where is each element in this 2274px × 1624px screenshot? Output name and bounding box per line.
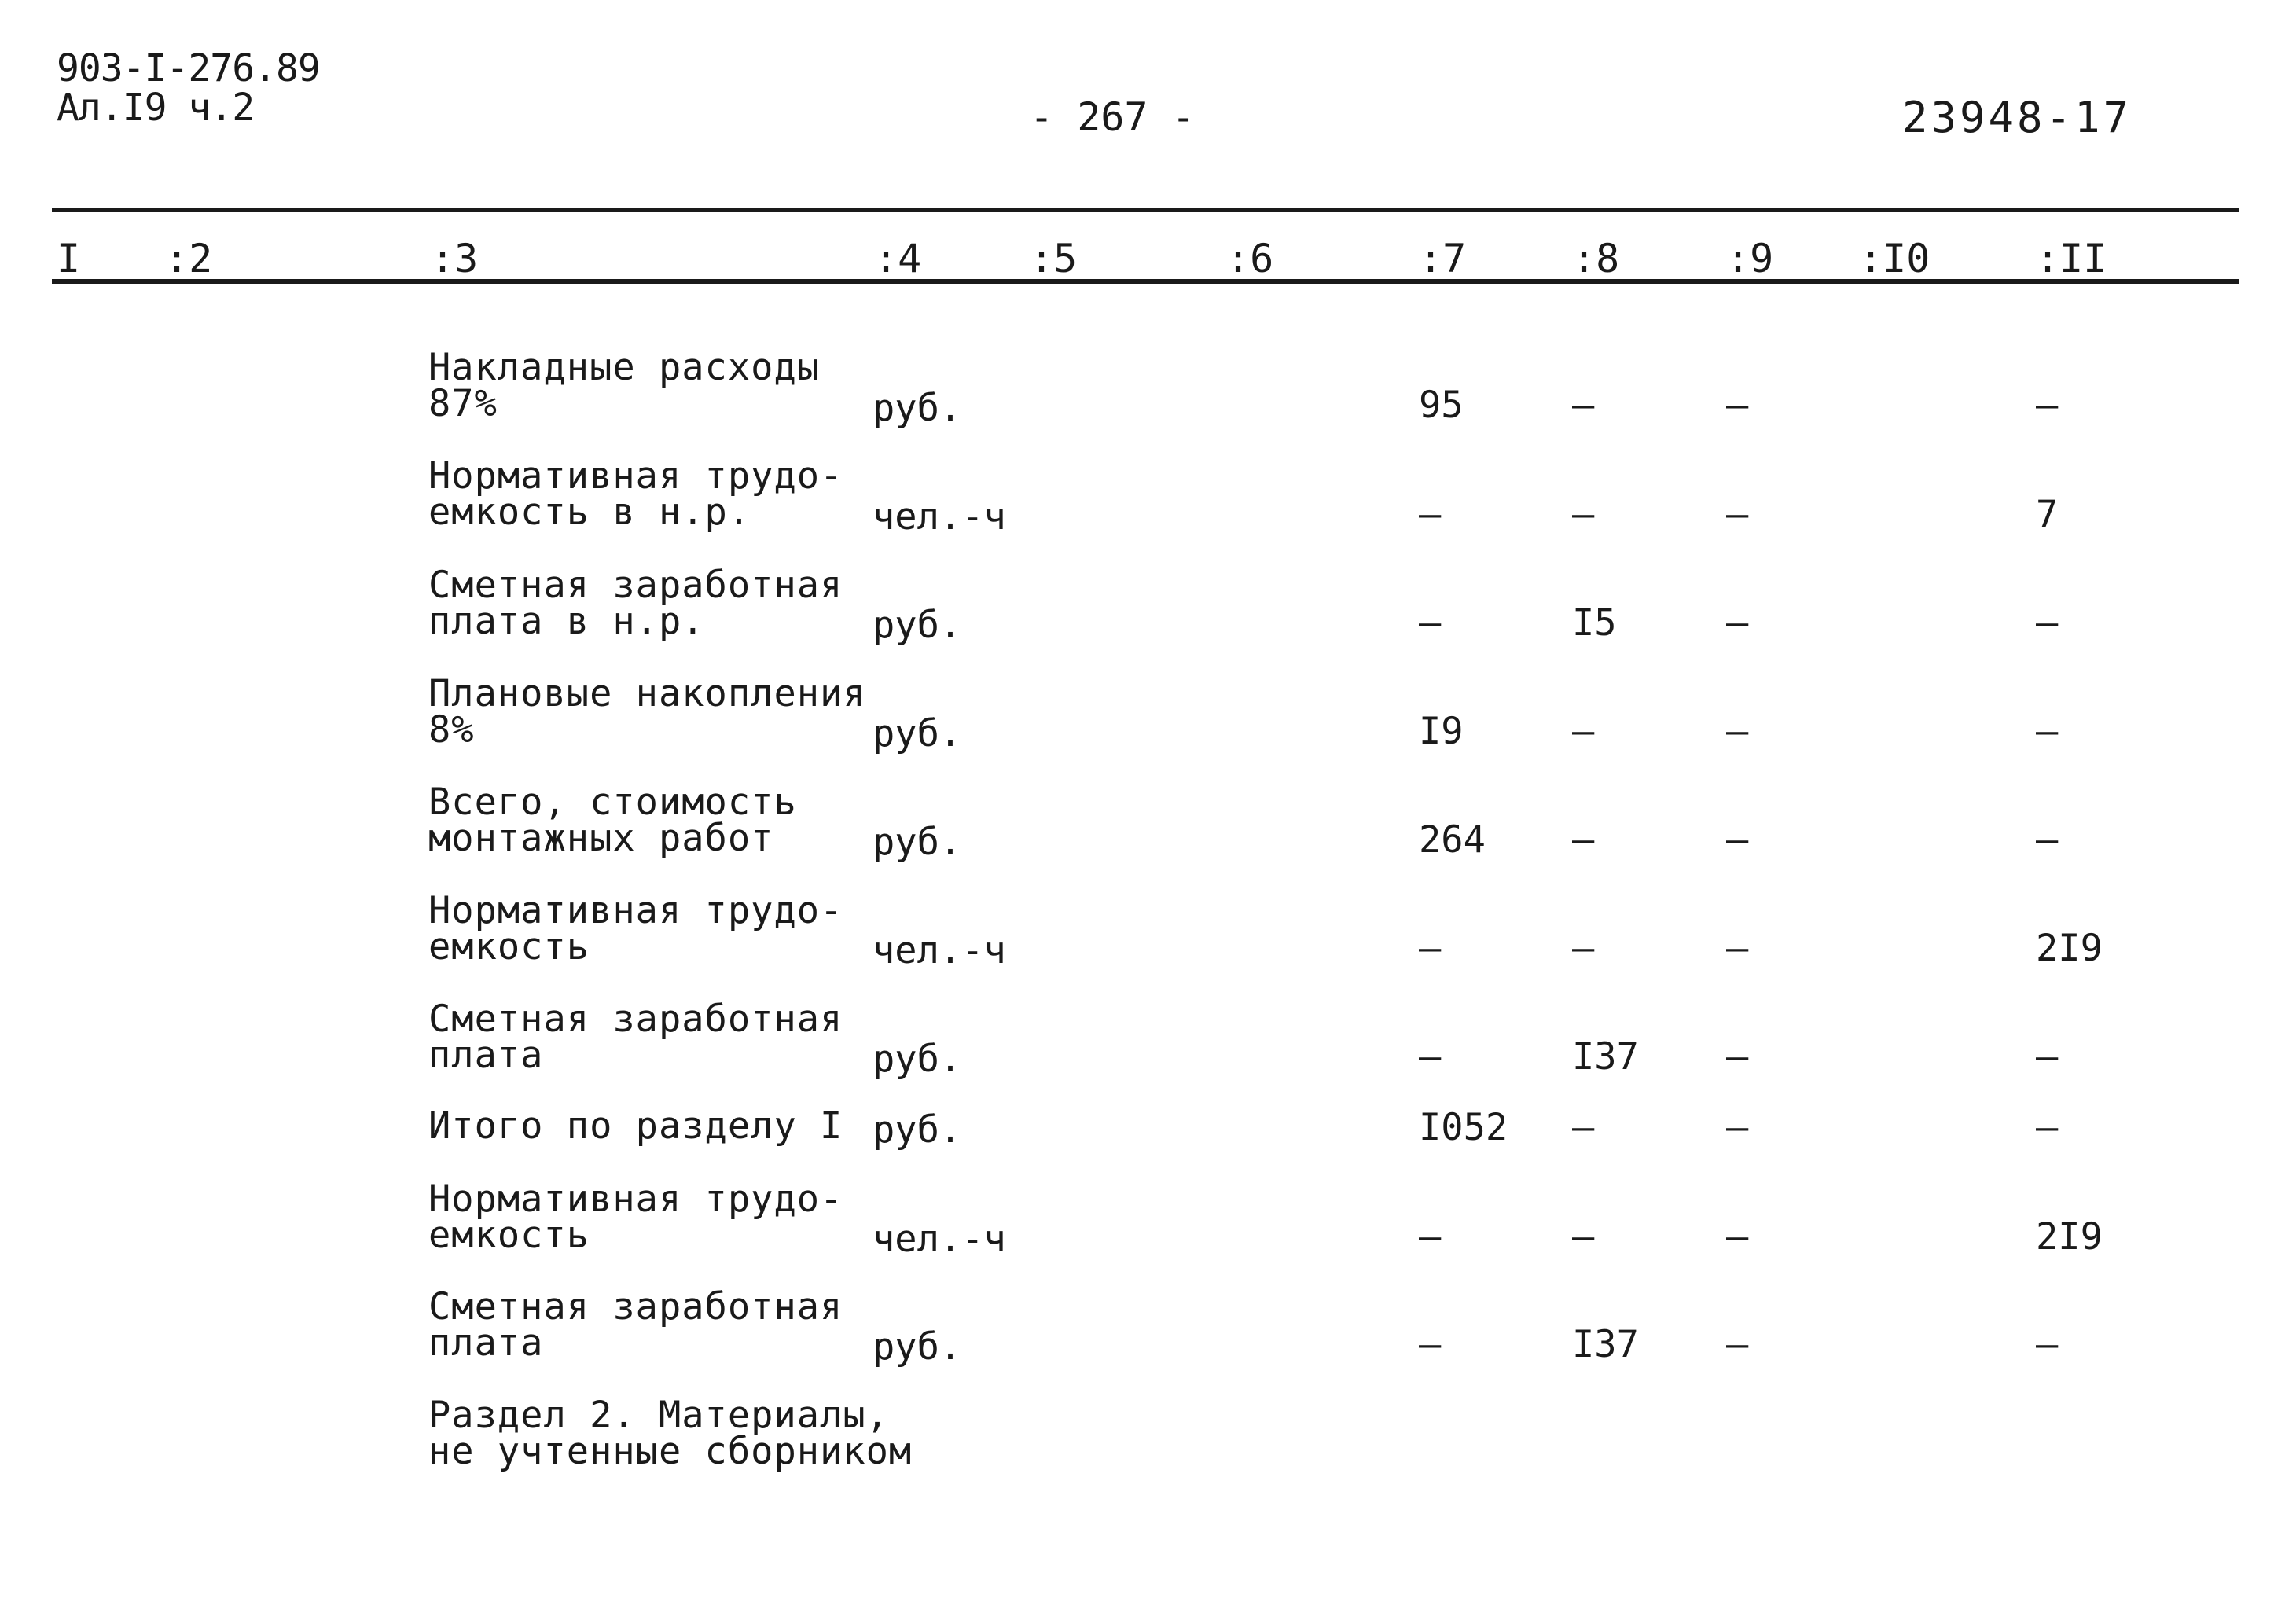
row-3-col11: – — [2036, 601, 2059, 645]
row-8-description: Итого по разделу I — [428, 1104, 843, 1148]
row-5-description: Всего, стоимость монтажных работ — [428, 781, 797, 860]
row-3-col9: – — [1726, 601, 1749, 645]
row-9-description: Нормативная трудо- емкость — [428, 1178, 843, 1257]
doc-sheet: Ал.I9 ч.2 — [57, 86, 255, 130]
row-10-col7: – — [1419, 1323, 1442, 1366]
column-header-10: :I0 — [1859, 236, 1931, 281]
row-4-unit: руб. — [872, 712, 962, 755]
row-10-unit: руб. — [872, 1325, 962, 1369]
row-1-col11: – — [2036, 384, 2059, 427]
row-6-unit: чел.-ч — [872, 929, 1006, 972]
row-9-col11: 2I9 — [2036, 1215, 2103, 1258]
row-9-col8: – — [1572, 1215, 1595, 1258]
row-4-col9: – — [1726, 710, 1749, 753]
row-4-col7: I9 — [1419, 710, 1464, 753]
row-9-unit: чел.-ч — [872, 1218, 1006, 1261]
row-7-col9: – — [1726, 1035, 1749, 1078]
document-code: 23948-17 — [1902, 93, 2133, 142]
row-5-col11: – — [2036, 818, 2059, 862]
row-7-col7: – — [1419, 1035, 1442, 1078]
column-header-1: I — [57, 236, 81, 281]
column-header-4: :4 — [874, 236, 922, 281]
row-3-col7: – — [1419, 601, 1442, 645]
row-7-description: Сметная заработная плата — [428, 998, 843, 1077]
row-2-col9: – — [1726, 493, 1749, 536]
row-3-col8: I5 — [1572, 601, 1617, 645]
row-4-col11: – — [2036, 710, 2059, 753]
row-8-unit: руб. — [872, 1108, 962, 1152]
row-3-description: Сметная заработная плата в н.р. — [428, 564, 843, 643]
column-header-8: :8 — [1572, 236, 1620, 281]
column-header-5: :5 — [1030, 236, 1078, 281]
row-8-col8: – — [1572, 1106, 1595, 1149]
column-header-2: :2 — [165, 236, 213, 281]
row-10-col9: – — [1726, 1323, 1749, 1366]
row-1-col7: 95 — [1419, 384, 1464, 427]
row-1-unit: руб. — [872, 387, 962, 430]
row-6-col8: – — [1572, 927, 1595, 970]
row-9-col9: – — [1726, 1215, 1749, 1258]
row-2-col8: – — [1572, 493, 1595, 536]
row-5-unit: руб. — [872, 821, 962, 864]
row-2-col7: – — [1419, 493, 1442, 536]
row-2-unit: чел.-ч — [872, 495, 1006, 538]
row-5-col7: 264 — [1419, 818, 1486, 862]
row-5-col9: – — [1726, 818, 1749, 862]
row-2-col11: 7 — [2036, 493, 2059, 536]
page-number: - 267 - — [1030, 94, 1196, 140]
row-4-description: Плановые накопления 8% — [428, 672, 866, 751]
row-6-col7: – — [1419, 927, 1442, 970]
row-9-col7: – — [1419, 1215, 1442, 1258]
row-1-col8: – — [1572, 384, 1595, 427]
row-2-description: Нормативная трудо- емкость в н.р. — [428, 454, 843, 534]
column-header-3: :3 — [431, 236, 479, 281]
row-7-col8: I37 — [1572, 1035, 1639, 1078]
row-7-unit: руб. — [872, 1038, 962, 1081]
row-10-col11: – — [2036, 1323, 2059, 1366]
row-8-col11: – — [2036, 1106, 2059, 1149]
column-header-11: :II — [2036, 236, 2107, 281]
header-top-rule — [52, 208, 2239, 212]
row-1-description: Накладные расходы 87% — [428, 346, 821, 425]
row-6-col9: – — [1726, 927, 1749, 970]
row-4-col8: – — [1572, 710, 1595, 753]
row-10-description: Сметная заработная плата — [428, 1285, 843, 1365]
document-designation — [57, 46, 320, 130]
row-5-col8: – — [1572, 818, 1595, 862]
column-header-9: :9 — [1726, 236, 1774, 281]
row-1-col9: – — [1726, 384, 1749, 427]
doc-number: 903-I-276.89 — [57, 46, 320, 90]
row-7-col11: – — [2036, 1035, 2059, 1078]
column-header-7: :7 — [1419, 236, 1467, 281]
row-6-col11: 2I9 — [2036, 927, 2103, 970]
column-header-6: :6 — [1226, 236, 1274, 281]
section-title: Раздел 2. Материалы, не учтенные сборником — [428, 1394, 913, 1473]
row-10-col8: I37 — [1572, 1323, 1639, 1366]
row-8-col9: – — [1726, 1106, 1749, 1149]
row-3-unit: руб. — [872, 604, 962, 647]
row-8-col7: I052 — [1419, 1106, 1508, 1149]
row-6-description: Нормативная трудо- емкость — [428, 889, 843, 968]
